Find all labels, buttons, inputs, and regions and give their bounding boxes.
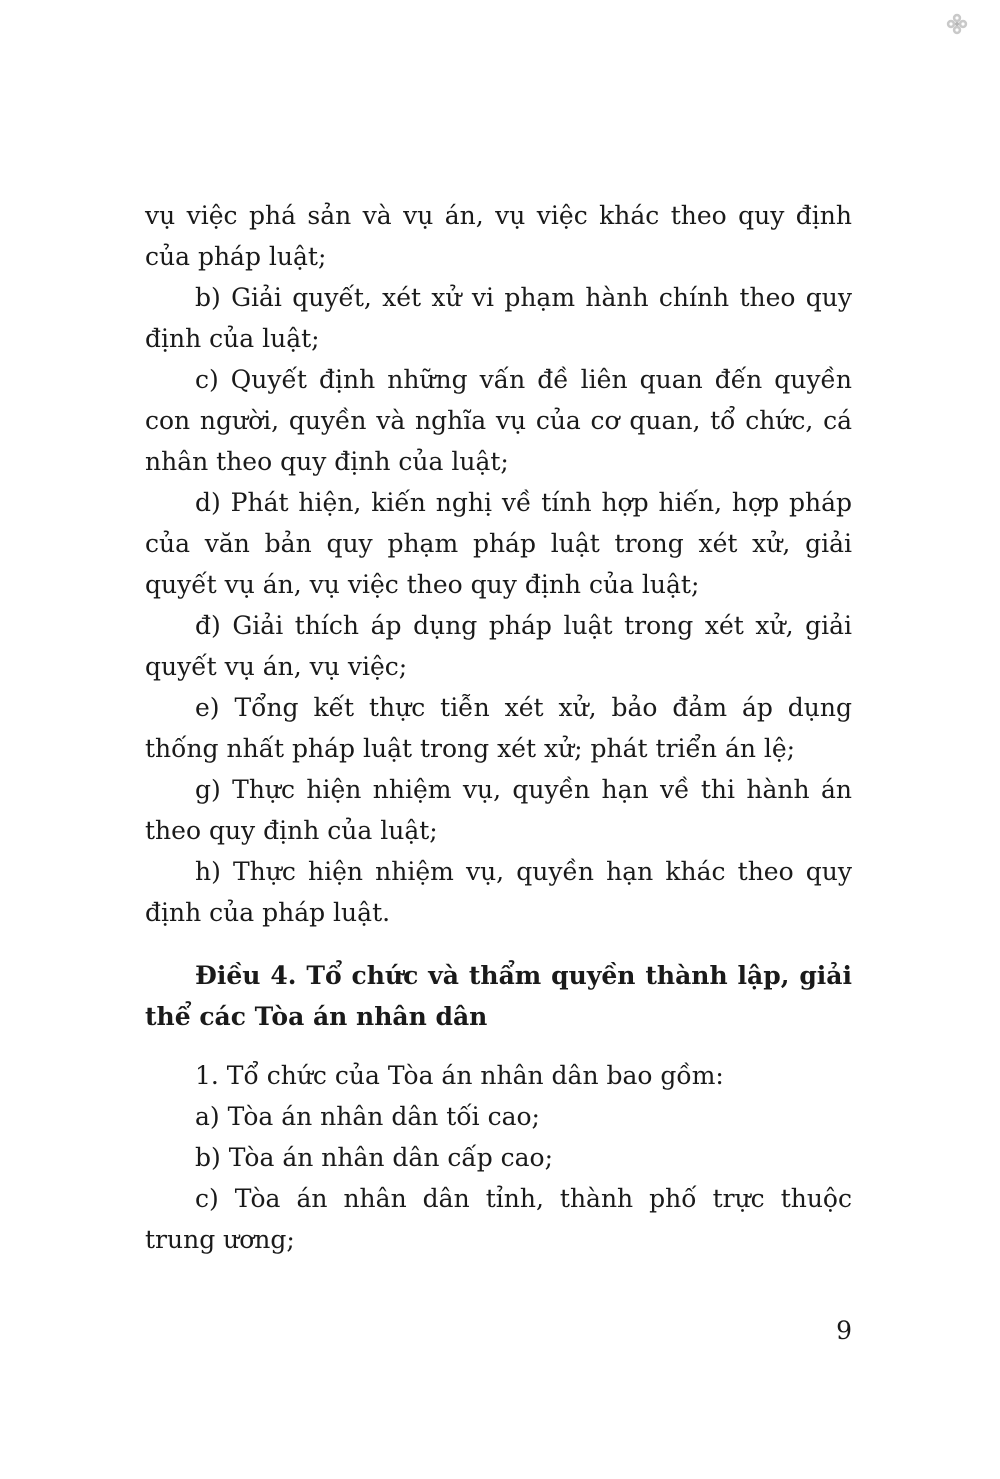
page-number: 9 [836,1316,852,1345]
body-text [145,195,852,933]
list-item: b) Tòa án nhân dân cấp cao; [195,1143,554,1172]
paragraph-item-b: b) Giải quyết, xét xử vi phạm hành chính theo quy định của luật; [145,283,852,353]
paragraph-item-e: e) Tổng kết thực tiễn xét xử, bảo đảm áp dụng thống nhất pháp luật trong xét xử; phát triển án lệ; [145,693,852,763]
article-list [145,1055,852,1260]
paragraph-item-d: d) Phát hiện, kiến nghị về tính hợp hiến, hợp pháp của văn bản quy phạm pháp luật trong xét xử, giải quyết vụ án, vụ việc theo quy định của luật; [145,488,852,599]
paragraph-item-c: c) Quyết định những vấn đề liên quan đến quyền con người, quyền và nghĩa vụ của cơ quan, tổ chức, cá nhân theo quy định của luật; [145,365,852,476]
article-heading: Điều 4. Tổ chức và thẩm quyền thành lập, giải thể các Tòa án nhân dân [145,961,852,1031]
paragraph-item-dd: đ) Giải thích áp dụng pháp luật trong xét xử, giải quyết vụ án, vụ việc; [145,611,852,681]
paragraph-item-g: g) Thực hiện nhiệm vụ, quyền hạn về thi hành án theo quy định của luật; [145,775,852,845]
list-item: 1. Tổ chức của Tòa án nhân dân bao gồm: [195,1061,724,1090]
paragraph-item-h: h) Thực hiện nhiệm vụ, quyền hạn khác theo quy định của pháp luật. [145,857,852,927]
list-item: a) Tòa án nhân dân tối cao; [195,1102,540,1131]
list-item: c) Tòa án nhân dân tỉnh, thành phố trực thuộc trung ương; [145,1184,852,1254]
paragraph-continuation: vụ việc phá sản và vụ án, vụ việc khác theo quy định của pháp luật; [145,201,852,271]
flower-ornament-icon [945,12,969,36]
